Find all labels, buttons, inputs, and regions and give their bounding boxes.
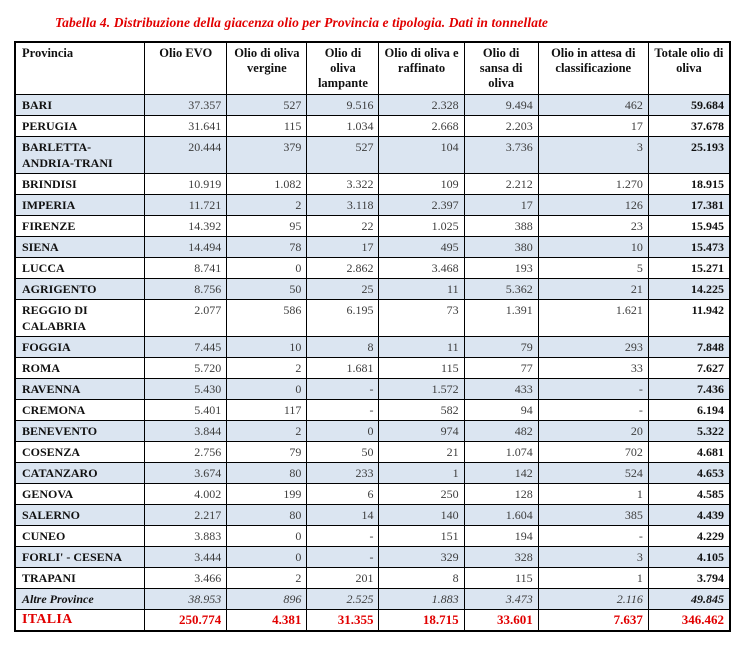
column-header: Olio di oliva e raffinato xyxy=(379,42,464,95)
value-cell: 5.430 xyxy=(145,379,227,400)
value-cell: 2.212 xyxy=(464,174,538,195)
value-cell: 329 xyxy=(379,547,464,568)
column-header: Provincia xyxy=(15,42,145,95)
value-cell: 20 xyxy=(538,421,648,442)
total-cell: 25.193 xyxy=(648,137,730,174)
value-cell: 3 xyxy=(538,547,648,568)
value-cell: 1.270 xyxy=(538,174,648,195)
value-cell: 142 xyxy=(464,463,538,484)
province-cell: Altre Province xyxy=(15,589,145,610)
value-cell: 5.401 xyxy=(145,400,227,421)
value-cell: 0 xyxy=(307,421,379,442)
value-cell: 14.392 xyxy=(145,216,227,237)
value-cell: 80 xyxy=(227,505,307,526)
value-cell: 8 xyxy=(307,337,379,358)
value-cell: 31.355 xyxy=(307,610,379,632)
value-cell: 1 xyxy=(538,568,648,589)
value-cell: 201 xyxy=(307,568,379,589)
value-cell: 115 xyxy=(464,568,538,589)
total-cell: 49.845 xyxy=(648,589,730,610)
value-cell: 11 xyxy=(379,279,464,300)
value-cell: 109 xyxy=(379,174,464,195)
province-cell: TRAPANI xyxy=(15,568,145,589)
value-cell: 1.883 xyxy=(379,589,464,610)
value-cell: 17 xyxy=(464,195,538,216)
value-cell: 17 xyxy=(538,116,648,137)
table-row xyxy=(15,379,730,400)
value-cell: 2.217 xyxy=(145,505,227,526)
value-cell: 50 xyxy=(227,279,307,300)
value-cell: 199 xyxy=(227,484,307,505)
value-cell: 33 xyxy=(538,358,648,379)
value-cell: 126 xyxy=(538,195,648,216)
value-cell: 10 xyxy=(227,337,307,358)
value-cell: 0 xyxy=(227,526,307,547)
value-cell: 10 xyxy=(538,237,648,258)
province-cell: BENEVENTO xyxy=(15,421,145,442)
table-row xyxy=(15,610,730,632)
value-cell: 0 xyxy=(227,547,307,568)
value-cell: 2.203 xyxy=(464,116,538,137)
column-header: Olio in attesa di classificazione xyxy=(538,42,648,95)
total-cell: 15.945 xyxy=(648,216,730,237)
value-cell: 140 xyxy=(379,505,464,526)
value-cell: 38.953 xyxy=(145,589,227,610)
table-row xyxy=(15,258,730,279)
column-header: Olio EVO xyxy=(145,42,227,95)
value-cell: 95 xyxy=(227,216,307,237)
value-cell: 8.741 xyxy=(145,258,227,279)
value-cell: 1.074 xyxy=(464,442,538,463)
value-cell: 250.774 xyxy=(145,610,227,632)
value-cell: 77 xyxy=(464,358,538,379)
value-cell: 582 xyxy=(379,400,464,421)
value-cell: 8 xyxy=(379,568,464,589)
table-row xyxy=(15,547,730,568)
column-header: Olio di oliva vergine xyxy=(227,42,307,95)
value-cell: 22 xyxy=(307,216,379,237)
value-cell: - xyxy=(307,400,379,421)
province-cell: PERUGIA xyxy=(15,116,145,137)
total-cell: 7.627 xyxy=(648,358,730,379)
value-cell: 33.601 xyxy=(464,610,538,632)
value-cell: 2.862 xyxy=(307,258,379,279)
total-cell: 4.653 xyxy=(648,463,730,484)
table-row xyxy=(15,195,730,216)
value-cell: 4.002 xyxy=(145,484,227,505)
oil-distribution-table xyxy=(14,41,731,632)
table-row xyxy=(15,116,730,137)
value-cell: 482 xyxy=(464,421,538,442)
value-cell: 2.525 xyxy=(307,589,379,610)
value-cell: 2.328 xyxy=(379,95,464,116)
value-cell: 3.466 xyxy=(145,568,227,589)
header-row xyxy=(15,42,730,95)
table-row xyxy=(15,526,730,547)
province-cell: BARI xyxy=(15,95,145,116)
province-cell: CATANZARO xyxy=(15,463,145,484)
value-cell: 3.322 xyxy=(307,174,379,195)
table-row xyxy=(15,358,730,379)
value-cell: 527 xyxy=(307,137,379,174)
table-row xyxy=(15,421,730,442)
value-cell: 4.381 xyxy=(227,610,307,632)
province-cell: FOGGIA xyxy=(15,337,145,358)
value-cell: 3 xyxy=(538,137,648,174)
table-row xyxy=(15,589,730,610)
value-cell: 1.681 xyxy=(307,358,379,379)
value-cell: 21 xyxy=(538,279,648,300)
value-cell: 1 xyxy=(379,463,464,484)
table-row xyxy=(15,216,730,237)
value-cell: 233 xyxy=(307,463,379,484)
value-cell: 94 xyxy=(464,400,538,421)
value-cell: 495 xyxy=(379,237,464,258)
table-row xyxy=(15,137,730,174)
total-cell: 3.794 xyxy=(648,568,730,589)
value-cell: 73 xyxy=(379,300,464,337)
province-cell: BARLETTA-ANDRIA-TRANI xyxy=(15,137,145,174)
province-cell: CUNEO xyxy=(15,526,145,547)
value-cell: 3.444 xyxy=(145,547,227,568)
table-row xyxy=(15,237,730,258)
value-cell: 462 xyxy=(538,95,648,116)
province-cell: AGRIGENTO xyxy=(15,279,145,300)
table-body xyxy=(15,95,730,632)
value-cell: 702 xyxy=(538,442,648,463)
table-row xyxy=(15,174,730,195)
value-cell: 974 xyxy=(379,421,464,442)
value-cell: 2.668 xyxy=(379,116,464,137)
value-cell: 79 xyxy=(227,442,307,463)
value-cell: 328 xyxy=(464,547,538,568)
value-cell: 31.641 xyxy=(145,116,227,137)
value-cell: 8.756 xyxy=(145,279,227,300)
value-cell: 1.082 xyxy=(227,174,307,195)
value-cell: 0 xyxy=(227,258,307,279)
value-cell: 2 xyxy=(227,421,307,442)
province-cell: FIRENZE xyxy=(15,216,145,237)
table-row xyxy=(15,463,730,484)
table-row xyxy=(15,300,730,337)
value-cell: 20.444 xyxy=(145,137,227,174)
value-cell: 380 xyxy=(464,237,538,258)
total-cell: 15.473 xyxy=(648,237,730,258)
value-cell: 18.715 xyxy=(379,610,464,632)
value-cell: 104 xyxy=(379,137,464,174)
column-header: Olio di oliva lampante xyxy=(307,42,379,95)
value-cell: 3.736 xyxy=(464,137,538,174)
total-cell: 5.322 xyxy=(648,421,730,442)
value-cell: 1.034 xyxy=(307,116,379,137)
table-header xyxy=(15,42,730,95)
value-cell: 14.494 xyxy=(145,237,227,258)
value-cell: 1 xyxy=(538,484,648,505)
province-cell: CREMONA xyxy=(15,400,145,421)
table-row xyxy=(15,400,730,421)
value-cell: 194 xyxy=(464,526,538,547)
table-row xyxy=(15,337,730,358)
total-cell: 4.585 xyxy=(648,484,730,505)
table-row xyxy=(15,568,730,589)
total-cell: 11.942 xyxy=(648,300,730,337)
value-cell: 7.637 xyxy=(538,610,648,632)
value-cell: - xyxy=(307,379,379,400)
column-header: Olio di sansa di oliva xyxy=(464,42,538,95)
province-cell: SIENA xyxy=(15,237,145,258)
province-cell: LUCCA xyxy=(15,258,145,279)
value-cell: 2.116 xyxy=(538,589,648,610)
province-cell: REGGIO DI CALABRIA xyxy=(15,300,145,337)
value-cell: 3.674 xyxy=(145,463,227,484)
table-row xyxy=(15,505,730,526)
total-cell: 6.194 xyxy=(648,400,730,421)
value-cell: 388 xyxy=(464,216,538,237)
column-header: Totale olio di oliva xyxy=(648,42,730,95)
value-cell: - xyxy=(538,526,648,547)
value-cell: 3.883 xyxy=(145,526,227,547)
value-cell: - xyxy=(307,547,379,568)
value-cell: 23 xyxy=(538,216,648,237)
province-cell: COSENZA xyxy=(15,442,145,463)
value-cell: - xyxy=(307,526,379,547)
value-cell: 117 xyxy=(227,400,307,421)
value-cell: 250 xyxy=(379,484,464,505)
value-cell: 9.494 xyxy=(464,95,538,116)
value-cell: 2.397 xyxy=(379,195,464,216)
province-cell: ITALIA xyxy=(15,610,145,632)
value-cell: 128 xyxy=(464,484,538,505)
value-cell: 524 xyxy=(538,463,648,484)
total-cell: 4.439 xyxy=(648,505,730,526)
total-cell: 7.436 xyxy=(648,379,730,400)
value-cell: 37.357 xyxy=(145,95,227,116)
total-cell: 7.848 xyxy=(648,337,730,358)
value-cell: 3.468 xyxy=(379,258,464,279)
value-cell: 3.844 xyxy=(145,421,227,442)
total-cell: 14.225 xyxy=(648,279,730,300)
value-cell: 79 xyxy=(464,337,538,358)
value-cell: 1.604 xyxy=(464,505,538,526)
value-cell: 3.118 xyxy=(307,195,379,216)
value-cell: 1.391 xyxy=(464,300,538,337)
province-cell: SALERNO xyxy=(15,505,145,526)
total-cell: 15.271 xyxy=(648,258,730,279)
table-row xyxy=(15,95,730,116)
value-cell: 6.195 xyxy=(307,300,379,337)
value-cell: 2.756 xyxy=(145,442,227,463)
value-cell: 14 xyxy=(307,505,379,526)
value-cell: 80 xyxy=(227,463,307,484)
value-cell: 1.621 xyxy=(538,300,648,337)
value-cell: 5.362 xyxy=(464,279,538,300)
total-cell: 4.105 xyxy=(648,547,730,568)
value-cell: 0 xyxy=(227,379,307,400)
value-cell: - xyxy=(538,400,648,421)
value-cell: 385 xyxy=(538,505,648,526)
value-cell: 379 xyxy=(227,137,307,174)
value-cell: 11 xyxy=(379,337,464,358)
province-cell: ROMA xyxy=(15,358,145,379)
table-row xyxy=(15,442,730,463)
value-cell: 2.077 xyxy=(145,300,227,337)
value-cell: 1.025 xyxy=(379,216,464,237)
value-cell: 193 xyxy=(464,258,538,279)
province-cell: GENOVA xyxy=(15,484,145,505)
value-cell: 25 xyxy=(307,279,379,300)
province-cell: BRINDISI xyxy=(15,174,145,195)
value-cell: 115 xyxy=(379,358,464,379)
total-cell: 346.462 xyxy=(648,610,730,632)
province-cell: FORLI' - CESENA xyxy=(15,547,145,568)
value-cell: 21 xyxy=(379,442,464,463)
value-cell: 11.721 xyxy=(145,195,227,216)
total-cell: 37.678 xyxy=(648,116,730,137)
table-row xyxy=(15,484,730,505)
province-cell: RAVENNA xyxy=(15,379,145,400)
value-cell: 50 xyxy=(307,442,379,463)
value-cell: 2 xyxy=(227,568,307,589)
value-cell: 9.516 xyxy=(307,95,379,116)
value-cell: 17 xyxy=(307,237,379,258)
value-cell: 2 xyxy=(227,195,307,216)
value-cell: 896 xyxy=(227,589,307,610)
total-cell: 18.915 xyxy=(648,174,730,195)
document-page xyxy=(0,15,743,647)
value-cell: 151 xyxy=(379,526,464,547)
value-cell: 586 xyxy=(227,300,307,337)
table-caption: Tabella 4. Distribuzione della giacenza olio per Provincia e tipologia. Dati in tonnellate xyxy=(55,15,549,30)
value-cell: 7.445 xyxy=(145,337,227,358)
value-cell: 293 xyxy=(538,337,648,358)
value-cell: 6 xyxy=(307,484,379,505)
total-cell: 4.681 xyxy=(648,442,730,463)
value-cell: 5 xyxy=(538,258,648,279)
value-cell: 527 xyxy=(227,95,307,116)
value-cell: 10.919 xyxy=(145,174,227,195)
value-cell: 1.572 xyxy=(379,379,464,400)
total-cell: 4.229 xyxy=(648,526,730,547)
value-cell: 115 xyxy=(227,116,307,137)
value-cell: 78 xyxy=(227,237,307,258)
value-cell: 3.473 xyxy=(464,589,538,610)
province-cell: IMPERIA xyxy=(15,195,145,216)
value-cell: 433 xyxy=(464,379,538,400)
value-cell: 5.720 xyxy=(145,358,227,379)
total-cell: 17.381 xyxy=(648,195,730,216)
total-cell: 59.684 xyxy=(648,95,730,116)
value-cell: - xyxy=(538,379,648,400)
value-cell: 2 xyxy=(227,358,307,379)
table-row xyxy=(15,279,730,300)
